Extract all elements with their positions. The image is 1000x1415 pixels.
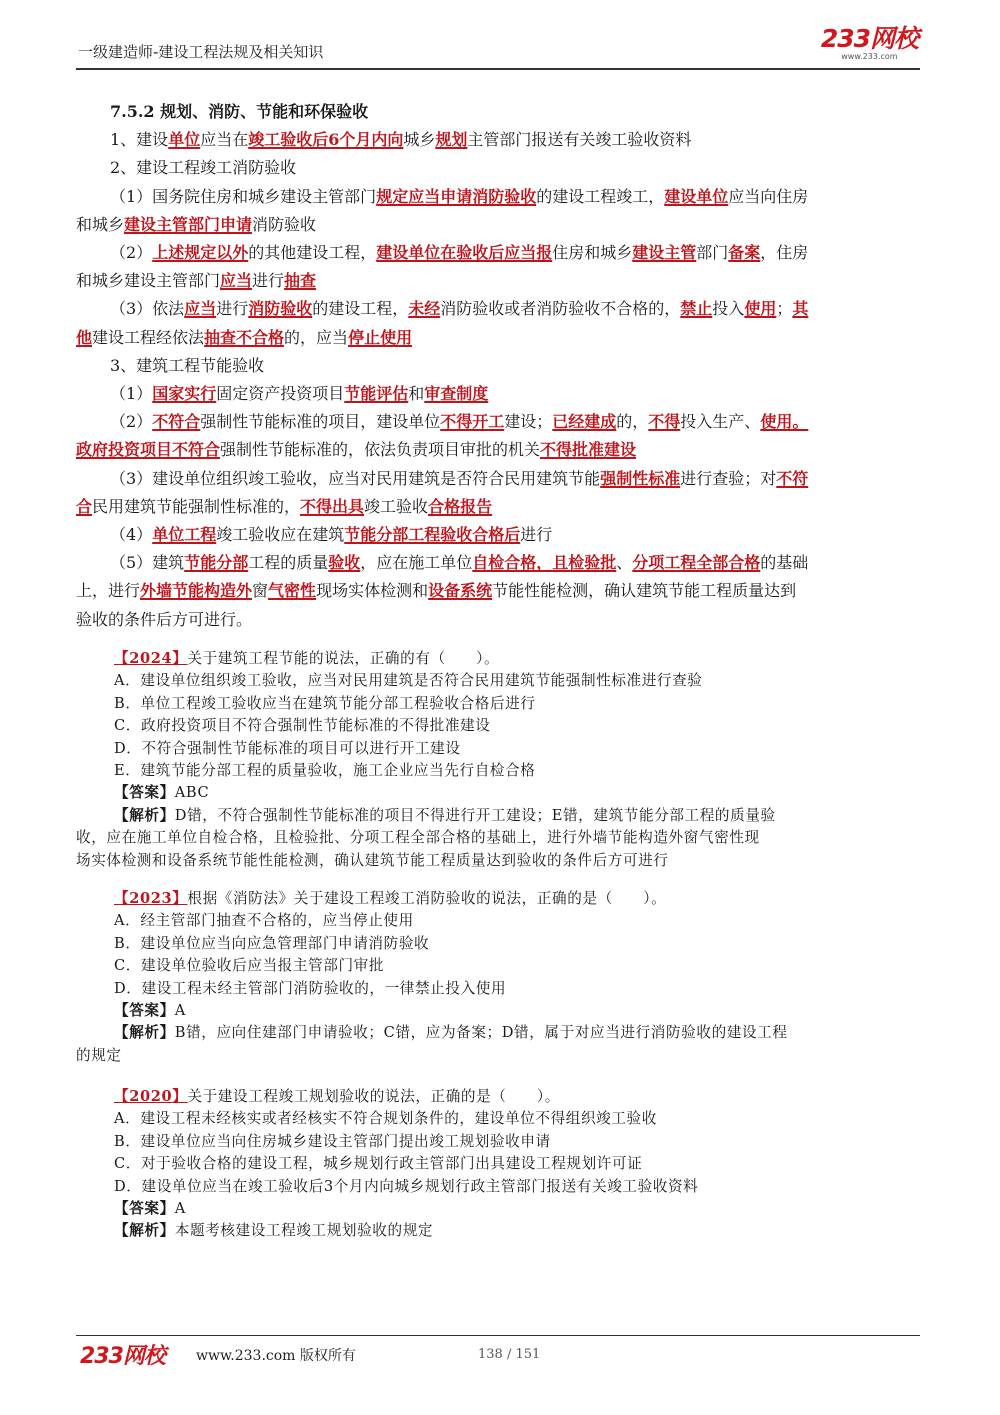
text-span: 窗 [252, 581, 269, 601]
key-term: 强制性标准 [600, 468, 681, 488]
key-term: 国家实行 [152, 384, 217, 404]
analysis-line [76, 827, 936, 849]
key-term: 单位工程 [152, 525, 217, 545]
analysis-line [76, 1045, 936, 1067]
text-span: （2） [110, 243, 153, 263]
analysis-text: B错，应向住建部门申请验收；C错，应为备案；D错，属于对应当进行消防验收的建设工程 [174, 1024, 788, 1042]
key-term: 节能分部工程验收合格后 [344, 525, 521, 545]
text-span: 现场实体检测和 [316, 581, 429, 601]
analysis-line [76, 805, 936, 827]
key-term: 消防验收 [248, 299, 313, 319]
option-item [76, 955, 936, 977]
text-span: ； [776, 299, 793, 319]
option-item [76, 933, 936, 955]
key-term: 建设主管部门申请 [124, 214, 253, 234]
option-text: D．建设单位应当在竣工验收后3个月内向城乡规划行政主管部门报送有关竣工验收资料 [114, 1177, 699, 1195]
key-term: 设备系统 [428, 581, 493, 601]
body-line [76, 211, 926, 239]
footer-divider [76, 1335, 920, 1336]
text-span: 节能性能检测，确认建筑节能工程质量达到 [492, 581, 797, 601]
key-term: 合 [76, 496, 93, 516]
option-item [76, 1131, 936, 1153]
key-term: 分项工程全部合格 [632, 553, 761, 573]
option-text: C．政府投资项目不符合强制性节能标准的不得批准建设 [114, 717, 491, 735]
question-year: 【2023】 [114, 890, 188, 907]
key-term: 外墙节能构造外 [140, 581, 253, 601]
body-line [76, 324, 926, 352]
key-term: 建设主管 [632, 243, 697, 263]
key-term: 不符合 [152, 412, 201, 432]
text-span: 验收的条件后方可进行。 [76, 609, 253, 629]
answer-line [76, 1000, 936, 1022]
text-span: （2） [110, 412, 153, 432]
option-item [76, 670, 936, 692]
key-term: 建设单位在验收后应当报 [376, 243, 553, 263]
key-term: 其 [792, 299, 809, 319]
text-span: 消防验收 [252, 214, 317, 234]
analysis-text: 的规定 [76, 1046, 122, 1064]
question-text: 根据《消防法》关于建设工程竣工消防验收的说法，正确的是（ ）。 [187, 890, 667, 907]
text-span: （5）建筑 [110, 553, 185, 573]
text-span: 和 [408, 384, 425, 404]
text-span: ，住房 [760, 243, 809, 263]
text-span: 和城乡 [76, 214, 125, 234]
key-term: 不符 [776, 468, 809, 488]
key-term: 竣工验收后6个月内向 [248, 130, 404, 150]
option-item [76, 760, 936, 782]
key-term: 他 [76, 327, 93, 347]
analysis-line [76, 850, 936, 872]
analysis-line [76, 1220, 936, 1242]
option-text: B．建设单位应当向住房城乡建设主管部门提出竣工规划验收申请 [114, 1132, 551, 1150]
text-span: （3）依法 [110, 299, 185, 319]
question-stem [76, 1086, 936, 1108]
text-span: 部门 [696, 243, 729, 263]
text-span: 固定资产投资项目 [216, 384, 345, 404]
body-line [76, 126, 926, 154]
text-span: 3、建筑工程节能验收 [110, 355, 265, 375]
option-text: D．建设工程未经主管部门消防验收的，一律禁止投入使用 [114, 979, 507, 997]
key-term: 节能分部 [184, 553, 249, 573]
key-term: 未经 [408, 299, 441, 319]
text-span: 应当在 [200, 130, 249, 150]
text-span: 投入 [712, 299, 745, 319]
key-term: 规划 [435, 130, 468, 150]
key-term: 单位 [168, 130, 201, 150]
text-span: 住房和城乡 [552, 243, 633, 263]
text-span: 投入生产、 [680, 412, 761, 432]
page-number: 138 / 151 [478, 1347, 541, 1362]
text-span: （4） [110, 525, 153, 545]
option-item [76, 1153, 936, 1175]
body-line [76, 521, 926, 549]
brand-logo [821, 26, 918, 62]
text-span: 强制性节能标准的，依法负责项目审批的机关 [220, 440, 541, 460]
option-text: A．经主管部门抽查不合格的，应当停止使用 [114, 912, 414, 930]
body-line [76, 408, 926, 436]
question-text: 关于建筑工程节能的说法，正确的有（ ）。 [187, 650, 500, 667]
analysis-text: D错，不符合强制性节能标准的项目不得进行开工建设；E错，建筑节能分部工程的质量验 [174, 806, 776, 824]
key-term: 停止使用 [348, 327, 413, 347]
option-text: A．建设工程未经核实或者经核实不符合规划条件的，建设单位不得组织竣工验收 [114, 1110, 657, 1128]
key-term: 规定应当申请消防验收 [376, 186, 537, 206]
option-item [76, 1108, 936, 1130]
key-term: 应当 [220, 271, 253, 291]
answer-value: A [174, 1002, 186, 1020]
analysis-label: 【解析】 [114, 1024, 175, 1042]
text-span: 、 [616, 553, 633, 573]
footer-copyright: www.233.com 版权所有 [196, 1348, 356, 1364]
text-span: （1） [110, 384, 153, 404]
question-year: 【2024】 [114, 650, 188, 667]
text-span: 竣工验收应在建筑 [216, 525, 345, 545]
text-span: 民用建筑节能强制性标准的， [92, 496, 301, 516]
answer-line [76, 782, 936, 804]
key-term: 气密性 [268, 581, 317, 601]
text-span: （1）国务院住房和城乡建设主管部门 [110, 186, 377, 206]
body-line [76, 380, 926, 408]
question-block-2020 [76, 1086, 936, 1243]
key-term: 自检合格，且检验批 [472, 553, 617, 573]
text-span: 1、建设 [110, 130, 169, 150]
key-term: 抽查 [284, 271, 317, 291]
body-line [76, 183, 926, 211]
text-span: 工程的质量 [248, 553, 329, 573]
text-span: 应当向住房 [728, 186, 809, 206]
key-term: 已经建成 [552, 412, 617, 432]
text-span: ，应在施工单位 [360, 553, 473, 573]
text-span: 进行 [252, 271, 285, 291]
body-line [76, 606, 926, 634]
option-text: C．对于验收合格的建设工程，城乡规划行政主管部门出具建设工程规划许可证 [114, 1155, 643, 1173]
key-term: 备案 [728, 243, 761, 263]
analysis-text: 场实体检测和设备系统节能性能检测，确认建筑节能工程质量达到验收的条件后方可进行 [76, 851, 669, 869]
text-span: 的基础 [760, 553, 809, 573]
key-term: 政府投资项目不符合 [76, 440, 221, 460]
question-block-2024 [76, 648, 936, 872]
key-term: 节能评估 [344, 384, 409, 404]
logo-text: 233网校 [820, 24, 918, 53]
body-line [76, 493, 926, 521]
body-line [76, 549, 926, 577]
body-line [76, 436, 926, 464]
question-year: 【2020】 [114, 1088, 188, 1105]
answer-value: ABC [174, 784, 210, 802]
document-title: 一级建造师-建设工程法规及相关知识 [78, 43, 324, 61]
option-text: D．不符合强制性节能标准的项目可以进行开工建设 [114, 739, 461, 757]
body-line [76, 465, 926, 493]
header-divider [76, 68, 920, 70]
answer-label: 【答案】 [114, 784, 175, 802]
answer-line [76, 1198, 936, 1220]
key-term: 上述规定以外 [152, 243, 249, 263]
option-text: A．建设单位组织竣工验收，应当对民用建筑是否符合民用建筑节能强制性标准进行查验 [114, 672, 703, 690]
text-span: 的，应当 [284, 327, 349, 347]
body-line [76, 154, 926, 182]
text-span: 上，进行 [76, 581, 141, 601]
body-line [76, 352, 926, 380]
question-stem [76, 648, 936, 670]
footer-logo: 233网校 [80, 1344, 165, 1369]
key-term: 审查制度 [424, 384, 489, 404]
option-text: C．建设单位验收后应当报主管部门审批 [114, 957, 385, 975]
option-item [76, 1176, 936, 1198]
option-item [76, 910, 936, 932]
text-span: 的， [616, 412, 649, 432]
key-term: 不得出具 [300, 496, 365, 516]
key-term: 建设单位 [664, 186, 729, 206]
key-term: 使用。 [760, 412, 809, 432]
analysis-text: 收，应在施工单位自检合格，且检验批、分项工程全部合格的基础上，进行外墙节能构造外窗气密性现 [76, 829, 760, 847]
option-item [76, 715, 936, 737]
text-span: 竣工验收 [364, 496, 429, 516]
key-term: 禁止 [680, 299, 713, 319]
text-span: 的建设工程， [312, 299, 409, 319]
analysis-line [76, 1022, 936, 1044]
text-span: 的其他建设工程， [248, 243, 377, 263]
text-span: 建设工程经依法 [92, 327, 205, 347]
option-item [76, 693, 936, 715]
key-term: 合格报告 [428, 496, 493, 516]
option-item [76, 978, 936, 1000]
key-term: 不得开工 [440, 412, 505, 432]
option-item [76, 738, 936, 760]
key-term: 应当 [184, 299, 217, 319]
text-span: 进行查验；对 [680, 468, 777, 488]
question-block-2023 [76, 888, 936, 1067]
text-span: 强制性节能标准的项目，建设单位 [200, 412, 441, 432]
answer-label: 【答案】 [114, 1002, 175, 1020]
key-term: 使用 [744, 299, 777, 319]
section-body [76, 126, 926, 634]
text-span: 主管部门报送有关竣工验收资料 [467, 130, 692, 150]
key-term: 不得 [648, 412, 681, 432]
option-text: B．单位工程竣工验收应当在建筑节能分部工程验收合格后进行 [114, 694, 536, 712]
text-span: 城乡 [403, 130, 436, 150]
body-line [76, 267, 926, 295]
answer-label: 【答案】 [114, 1200, 175, 1218]
question-text: 关于建设工程竣工规划验收的说法，正确的是（ ）。 [187, 1088, 560, 1105]
question-stem [76, 888, 936, 910]
text-span: （3）建设单位组织竣工验收，应当对民用建筑是否符合民用建筑节能 [110, 468, 601, 488]
text-span: 的建设工程竣工， [536, 186, 665, 206]
key-term: 验收 [328, 553, 361, 573]
key-term: 抽查不合格 [204, 327, 285, 347]
analysis-text: 本题考核建设工程竣工规划验收的规定 [174, 1222, 434, 1240]
key-term: 不得批准建设 [540, 440, 637, 460]
option-text: B．建设单位应当向应急管理部门申请消防验收 [114, 934, 430, 952]
body-line [76, 577, 926, 605]
section-title: 7.5.2 规划、消防、节能和环保验收 [110, 102, 369, 121]
body-line [76, 295, 926, 323]
body-line [76, 239, 926, 267]
text-span: 2、建设工程竣工消防验收 [110, 158, 297, 178]
text-span: 进行 [216, 299, 249, 319]
section-content [76, 98, 926, 634]
answer-value: A [174, 1200, 186, 1218]
option-text: E．建筑节能分部工程的质量验收，施工企业应当先行自检合格 [114, 762, 536, 780]
text-span: 和城乡建设主管部门 [76, 271, 221, 291]
text-span: 建设； [504, 412, 553, 432]
analysis-label: 【解析】 [114, 1222, 175, 1240]
analysis-label: 【解析】 [114, 806, 175, 824]
text-span: 进行 [520, 525, 553, 545]
text-span: 消防验收或者消防验收不合格的， [440, 299, 681, 319]
logo-url: www.233.com [841, 52, 898, 61]
